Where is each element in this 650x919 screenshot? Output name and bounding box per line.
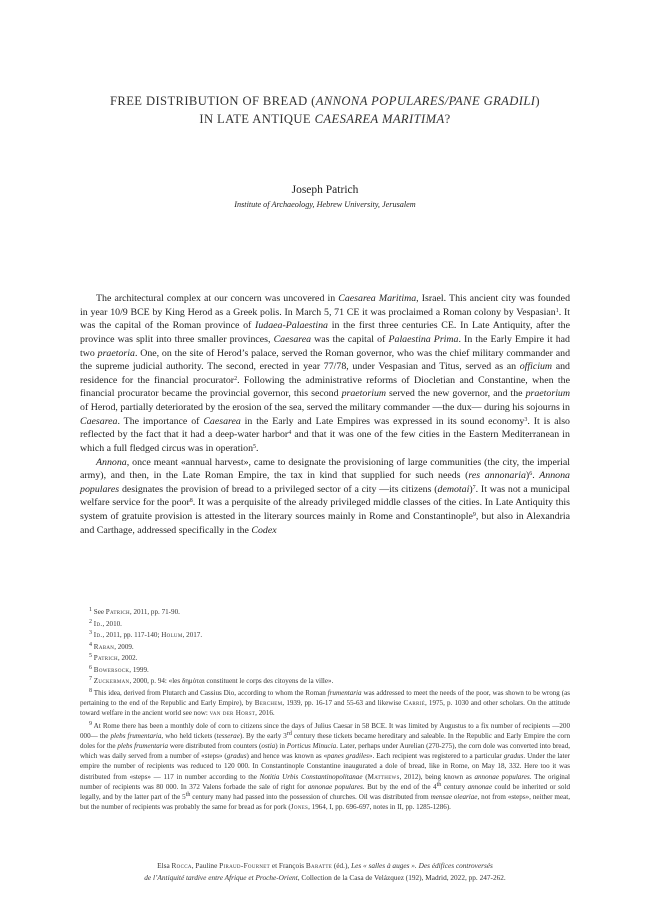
text-run: and that it was one of the few cities in the Eastern Mediterranean in which a full fledged circus was in operation <box>80 429 570 454</box>
text-run: The architectural complex at our concern was uncovered in <box>96 293 339 304</box>
footnote-ref[interactable]: 7 <box>472 484 476 491</box>
text-run: , but also in Alexandria and Carthage, addressed specifically in the <box>80 511 571 536</box>
text-run: , 2000, p. 94: «les δημόται constituent le corps des citoyens de la ville». <box>129 677 334 685</box>
footnote-ref[interactable]: 5 <box>253 443 257 450</box>
text-run: ) <box>469 483 473 495</box>
footnote-number: 1 <box>89 607 92 613</box>
text-run: ) <box>525 470 530 482</box>
article-title-line-2 <box>60 112 590 127</box>
ordinal-suffix: th <box>436 781 442 788</box>
text-run: could be inherited or sold legally, and by the latter part of the 5 <box>80 782 570 801</box>
text-run: , who held tickets ( <box>161 731 217 740</box>
italic-term: mensae oleariae <box>430 792 478 801</box>
text-run: . <box>256 442 259 454</box>
italic-term: praetoria <box>97 347 135 359</box>
text-run: et François <box>270 861 306 870</box>
italic-term: annonae populares <box>474 772 530 781</box>
cited-author: Matthews <box>367 772 400 781</box>
text-run: were distributed from counters ( <box>168 741 262 750</box>
footnotes <box>80 607 570 814</box>
italic-term: Caesarea Maritima <box>338 293 417 304</box>
cited-author: Carrié <box>403 698 425 707</box>
text-run: , Collection de la Casa de Velázquez (192), Madrid, 2022, pp. 247-262. <box>297 873 506 882</box>
italic-term: tesserae <box>216 731 240 740</box>
cited-author: Raban <box>93 642 115 651</box>
italic-term: plebs frumentaria <box>110 731 162 740</box>
ordinal-suffix: rd <box>286 730 292 737</box>
footnote-8 <box>80 688 570 719</box>
footnote-ref[interactable]: 1 <box>555 307 559 314</box>
italic-term: demotai <box>437 483 470 495</box>
text-run: See <box>92 608 106 616</box>
italic-term: frumentaria <box>327 688 362 697</box>
text-run: and residence for the financial procurator <box>80 361 570 386</box>
text-run: (éd.), <box>332 861 352 870</box>
text-run: . Later, perhaps under Aurelian (270-275), the corn dole was converted into bread, which was daily served from a number of «steps» ( <box>80 741 571 761</box>
cited-author: Jones <box>290 803 309 812</box>
text-run: , 2011, pp. 71-90. <box>129 608 180 616</box>
text-run: , once meant «annual harvest», came to designate the provisioning of large communities (the city, the imperial army), and then, in the Late Roman Empire, the tax in kind that supplied for such needs ( <box>80 456 570 482</box>
text-run: ( <box>362 772 368 781</box>
footnote-number: 4 <box>89 641 92 648</box>
italic-term: praetorium <box>341 388 387 400</box>
text-run: , 2010. <box>102 619 122 628</box>
text-run: . It was the capital of the Roman province of <box>80 306 570 332</box>
title-text: IN LATE ANTIQUE <box>199 112 315 126</box>
text-run: , 2002. <box>117 654 138 662</box>
italic-term: Iudaea-Palaestina <box>255 320 328 332</box>
text-run: , 1939, pp. 16-17 and 55-63 and likewise <box>282 698 404 707</box>
footnote-ref[interactable]: 4 <box>288 430 292 437</box>
cited-author: Patrich <box>105 608 130 616</box>
book-title: Les « salles à auges ». Des édifices controversés <box>351 861 493 870</box>
footnote-number: 8 <box>89 687 92 694</box>
text-run: , not from «steps», neither meat, but the number of recipients was probably the same for bread as for pork ( <box>80 792 570 812</box>
italic-term: annonae <box>467 782 492 791</box>
text-run: century <box>441 782 468 791</box>
italic-term: praetorium <box>525 388 570 400</box>
text-run: , 2009. <box>114 642 134 651</box>
text-run: , 1975, p. 1030 and other scholars. On the attitude toward welfare in the ancient world see now: <box>80 698 571 717</box>
text-run: , 2011, pp. 117-140; <box>102 631 162 639</box>
italic-term: Caesarea <box>273 333 312 345</box>
publication-footer <box>60 860 590 884</box>
italic-term: gradus <box>226 752 247 761</box>
cited-author: Zuckerman <box>93 677 130 685</box>
footnote-2 <box>80 619 570 629</box>
text-run: . <box>532 470 540 482</box>
text-run: . The importance of <box>117 415 204 427</box>
italic-term: panes gradiles <box>327 752 369 761</box>
footnote-4 <box>80 642 570 652</box>
footnote-9 <box>80 721 570 813</box>
italic-term: gradus <box>503 752 524 761</box>
text-run: . The original number of recipients was 80 000. In 372 Valens forbade the sale of right for <box>80 772 570 791</box>
italic-term: Palaestina Prima <box>388 333 459 345</box>
article-title-line-1 <box>60 94 590 109</box>
text-run: . It was a perquisite of the already privileged middle classes of the cities. In Late Antiquity this system of gratuite provision is attested in the literary sources mainly in Rome and Constantinople <box>80 497 570 522</box>
text-run: . It was not a municipal welfare service for the poor <box>80 483 570 509</box>
text-run: , 2017. <box>182 631 203 639</box>
text-run: This idea, derived from Plutarch and Cassius Dio, according to whom the Roman <box>92 688 328 697</box>
footnote-3 <box>80 630 570 640</box>
text-run: served the new governor, and the <box>386 388 526 400</box>
text-run: ) and hence was known as « <box>246 752 328 761</box>
title-text: FREE DISTRIBUTION OF BREAD ( <box>110 94 316 108</box>
text-run: , 2012), being known as <box>399 772 475 781</box>
ordinal-suffix: th <box>185 791 191 798</box>
footnote-5 <box>80 653 570 663</box>
footnote-number: 6 <box>89 664 92 671</box>
cited-author: Id. <box>93 631 103 639</box>
footnote-6 <box>80 665 570 675</box>
footnote-number: 3 <box>89 630 92 636</box>
text-run: was addressed to meet the needs of the poor, was shown to be wrong (as pertaining to the end of the Republic and Early Empire), by <box>80 688 570 707</box>
footnote-7 <box>80 676 570 686</box>
text-run: century many had passed into the possession of churches. Oil was distributed from <box>190 792 431 801</box>
footnote-number: 7 <box>89 676 92 682</box>
footnote-number: 9 <box>89 720 92 727</box>
footnote-ref[interactable]: 6 <box>529 471 533 478</box>
text-run: , Israel. This ancient city was founded in year 10/9 BCE by King Herod as a Greek polis. In March 5, 71 CE it was proclaimed a Roman colony by Vespasian <box>80 293 571 318</box>
italic-term: ostia <box>261 741 276 750</box>
text-run: . But by the end of the 4 <box>362 782 437 791</box>
footnote-number: 5 <box>89 653 92 659</box>
italic-term: Caesarea <box>80 415 118 427</box>
text-run: . It is also reflected by the fact that it had a deep-water harbor <box>80 415 570 441</box>
text-run: designates the provision of bread to a privileged sector of a city —its citizens ( <box>119 483 438 495</box>
cited-author: Bowersock <box>93 665 130 674</box>
editor-name: Piraud-Fournet <box>219 861 271 870</box>
text-run: in the Early and Late Empires was expressed in its sound economy <box>240 415 525 427</box>
cited-author: Id. <box>93 619 103 628</box>
text-run: . In the Early Empire it had two <box>80 333 570 359</box>
footnote-ref[interactable]: 2 <box>234 375 238 382</box>
text-run: , 1999. <box>129 665 149 674</box>
text-run: ». Each recipient was registered to a particular <box>368 752 504 761</box>
footnote-ref[interactable]: 8 <box>189 498 193 505</box>
title-italic-text: ANNONA POPULARES/PANE GRADILI <box>315 94 536 108</box>
italic-term: officium <box>519 361 553 373</box>
text-run: century these tickets became hereditary and saleable. In the Republic and Early Empire the corn doles for the <box>80 731 570 750</box>
text-run: was the capital of <box>311 333 389 345</box>
editor-name: Baratte <box>305 861 333 870</box>
italic-term: annonae populares <box>307 782 363 791</box>
text-run: , 1964, I, pp. 696-697, notes in II, pp. 1285-1286). <box>308 803 451 812</box>
italic-term: res annonaria <box>468 470 526 482</box>
title-italic-text: CAESAREA MARITIMA <box>314 112 445 126</box>
main-text <box>80 292 570 537</box>
footnote-ref[interactable]: 3 <box>524 416 528 423</box>
text-run: . One, on the site of Herod’s palace, served the Roman governor, who was the chief military commander and the supreme judicial authority. The second, erected in year 77/78, under Vespasian and Titus, served as an <box>80 347 571 373</box>
text-run: ). By the early 3 <box>239 731 287 740</box>
text-run: . Under the later empire the number of recipients was reduced to 120 000. In Constantinople Constantine inaugurated a dole of bread, like in Rome, on May 18, 332. Here too it was distributed from «steps» — 117 in number according to the <box>80 752 571 781</box>
footnote-ref[interactable]: 9 <box>472 512 476 518</box>
text-run: , 2016. <box>255 708 275 717</box>
book-title: de l’Antiquité tardive entre Afrique et Proche-Orient <box>144 873 298 882</box>
italic-term: Codex <box>251 524 277 536</box>
paragraph-2 <box>80 456 570 538</box>
italic-term: Notitia Urbis Constantinopolitanae <box>259 772 363 781</box>
italic-term: Annona <box>96 456 127 468</box>
cited-author: Berchem <box>254 698 283 707</box>
italic-term: Caesarea <box>203 415 241 427</box>
text-run: of Herod, partially deteriorated by the erosion of the sea, served the military commander —the dux— during his sojourns in <box>80 402 570 413</box>
text-run: Elsa <box>157 861 172 870</box>
cited-author: Patrich <box>93 654 118 662</box>
title-text: ) <box>535 94 540 108</box>
footer-line-2 <box>60 872 590 884</box>
text-run: , Pauline <box>191 861 220 870</box>
footnote-1 <box>80 607 570 617</box>
text-run: . Following the administrative reforms of Diocletian and Constantine, when the financial procurator became the provincial governor, this second <box>80 374 570 400</box>
italic-term: Annona populares <box>80 470 570 495</box>
text-run: in the first three centuries CE. In Late Antiquity, after the province was split into three smaller provinces, <box>80 320 570 345</box>
author-affiliation: Institute of Archaeology, Hebrew University, Jerusalem <box>234 200 416 209</box>
italic-term: plebs frumentaria <box>117 741 169 750</box>
cited-author: van der Horst <box>209 708 256 717</box>
text-run: ) in <box>275 741 287 750</box>
title-text: ? <box>444 112 451 126</box>
italic-term: Porticus Minucia <box>286 741 337 750</box>
footer-line-1 <box>60 860 590 872</box>
paragraph-1 <box>80 292 570 456</box>
editor-name: Rocca <box>171 861 192 870</box>
author-name: Joseph Patrich <box>291 184 359 196</box>
footnote-number: 2 <box>89 618 92 625</box>
cited-author: Holum <box>161 631 183 639</box>
text-run: At Rome there has been a monthly dole of corn to citizens since the days of Julius Caesar in 58 BCE. It was limited by Augustus to a fix number of recipients —200 000— the <box>80 721 570 740</box>
